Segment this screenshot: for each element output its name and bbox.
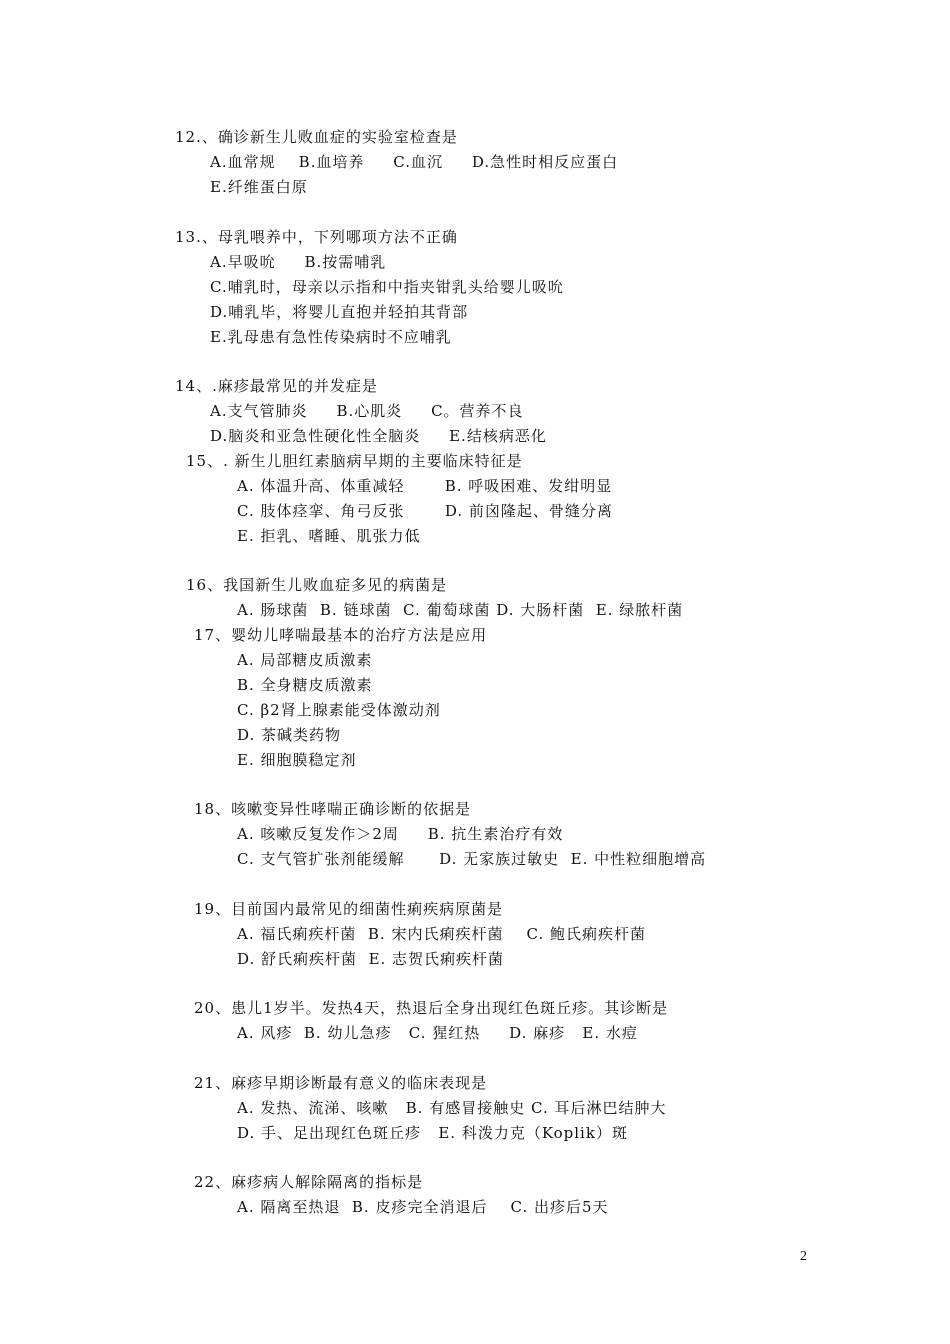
question-17-options: D. 茶碱类药物 [237, 726, 342, 744]
question-13-options: C.哺乳时，母亲以示指和中指夹钳乳头给婴儿吸吮 [210, 278, 564, 296]
question-20-options: A. 风疹 B. 幼儿急疹 C. 猩红热 D. 麻疹 E. 水痘 [237, 1024, 638, 1042]
question-18-options: A. 咳嗽反复发作＞2周 B. 抗生素治疗有效 [237, 825, 564, 843]
question-18-stem: 18、咳嗽变异性哮喘正确诊断的依据是 [194, 800, 472, 818]
question-13-stem: 13.、母乳喂养中，下列哪项方法不正确 [175, 228, 458, 246]
question-15-options: C. 肢体痉挛、角弓反张 D. 前囟隆起、骨缝分离 [237, 502, 613, 520]
question-14-options: D.脑炎和亚急性硬化性全脑炎 E.结核病恶化 [210, 427, 547, 445]
question-17-options: C. β2肾上腺素能受体激动剂 [237, 701, 441, 719]
question-22-stem: 22、麻疹病人解除隔离的指标是 [194, 1173, 424, 1191]
question-21-stem: 21、麻疹早期诊断最有意义的临床表现是 [194, 1074, 488, 1092]
question-21-options: D. 手、足出现红色斑丘疹 E. 科泼力克（Koplik）斑 [237, 1124, 628, 1142]
question-12-options: A.血常规 B.血培养 C.血沉 D.急性时相反应蛋白 [210, 153, 619, 171]
question-18-options: C. 支气管扩张剂能缓解 D. 无家族过敏史 E. 中性粒细胞增高 [237, 850, 707, 868]
question-15-stem: 15、. 新生儿胆红素脑病早期的主要临床特征是 [186, 452, 523, 470]
question-17-options: A. 局部糖皮质激素 [237, 651, 373, 669]
question-13-options: E.乳母患有急性传染病时不应哺乳 [210, 328, 452, 346]
question-13-options: A.早吸吮 B.按需哺乳 [210, 253, 387, 271]
question-20-stem: 20、患儿1岁半。发热4天，热退后全身出现红色斑丘疹。其诊断是 [194, 999, 669, 1017]
question-21-options: A. 发热、流涕、咳嗽 B. 有感冒接触史 C. 耳后淋巴结肿大 [237, 1099, 667, 1117]
question-15-options: A. 体温升高、体重减轻 B. 呼吸困难、发绀明显 [237, 477, 613, 495]
question-14-options: A.支气管肺炎 B.心肌炎 C。营养不良 [210, 402, 524, 420]
question-17-options: B. 全身糖皮质激素 [237, 676, 373, 694]
question-16-stem: 16、我国新生儿败血症多见的病菌是 [186, 576, 448, 594]
question-15-options: E. 拒乳、嗜睡、肌张力低 [237, 527, 421, 545]
page-number: 2 [800, 1249, 807, 1264]
question-12-stem: 12.、确诊新生儿败血症的实验室检查是 [175, 128, 458, 146]
question-16-options: A. 肠球菌 B. 链球菌 C. 葡萄球菌 D. 大肠杆菌 E. 绿脓杆菌 [237, 601, 684, 619]
question-12-options: E.纤维蛋白原 [210, 178, 308, 196]
question-19-options: A. 福氏痢疾杆菌 B. 宋内氏痢疾杆菌 C. 鲍氏痢疾杆菌 [237, 925, 647, 943]
question-19-options: D. 舒氏痢疾杆菌 E. 志贺氏痢疾杆菌 [237, 950, 505, 968]
question-17-options: E. 细胞膜稳定剂 [237, 751, 357, 769]
question-19-stem: 19、目前国内最常见的细菌性痢疾病原菌是 [194, 900, 504, 918]
question-22-options: A. 隔离至热退 B. 皮疹完全消退后 C. 出疹后5天 [237, 1198, 609, 1216]
question-17-stem: 17、婴幼儿哮喘最基本的治疗方法是应用 [194, 626, 488, 644]
question-14-stem: 14、.麻疹最常见的并发症是 [175, 377, 378, 395]
question-13-options: D.哺乳毕，将婴儿直抱并轻拍其背部 [210, 303, 469, 321]
